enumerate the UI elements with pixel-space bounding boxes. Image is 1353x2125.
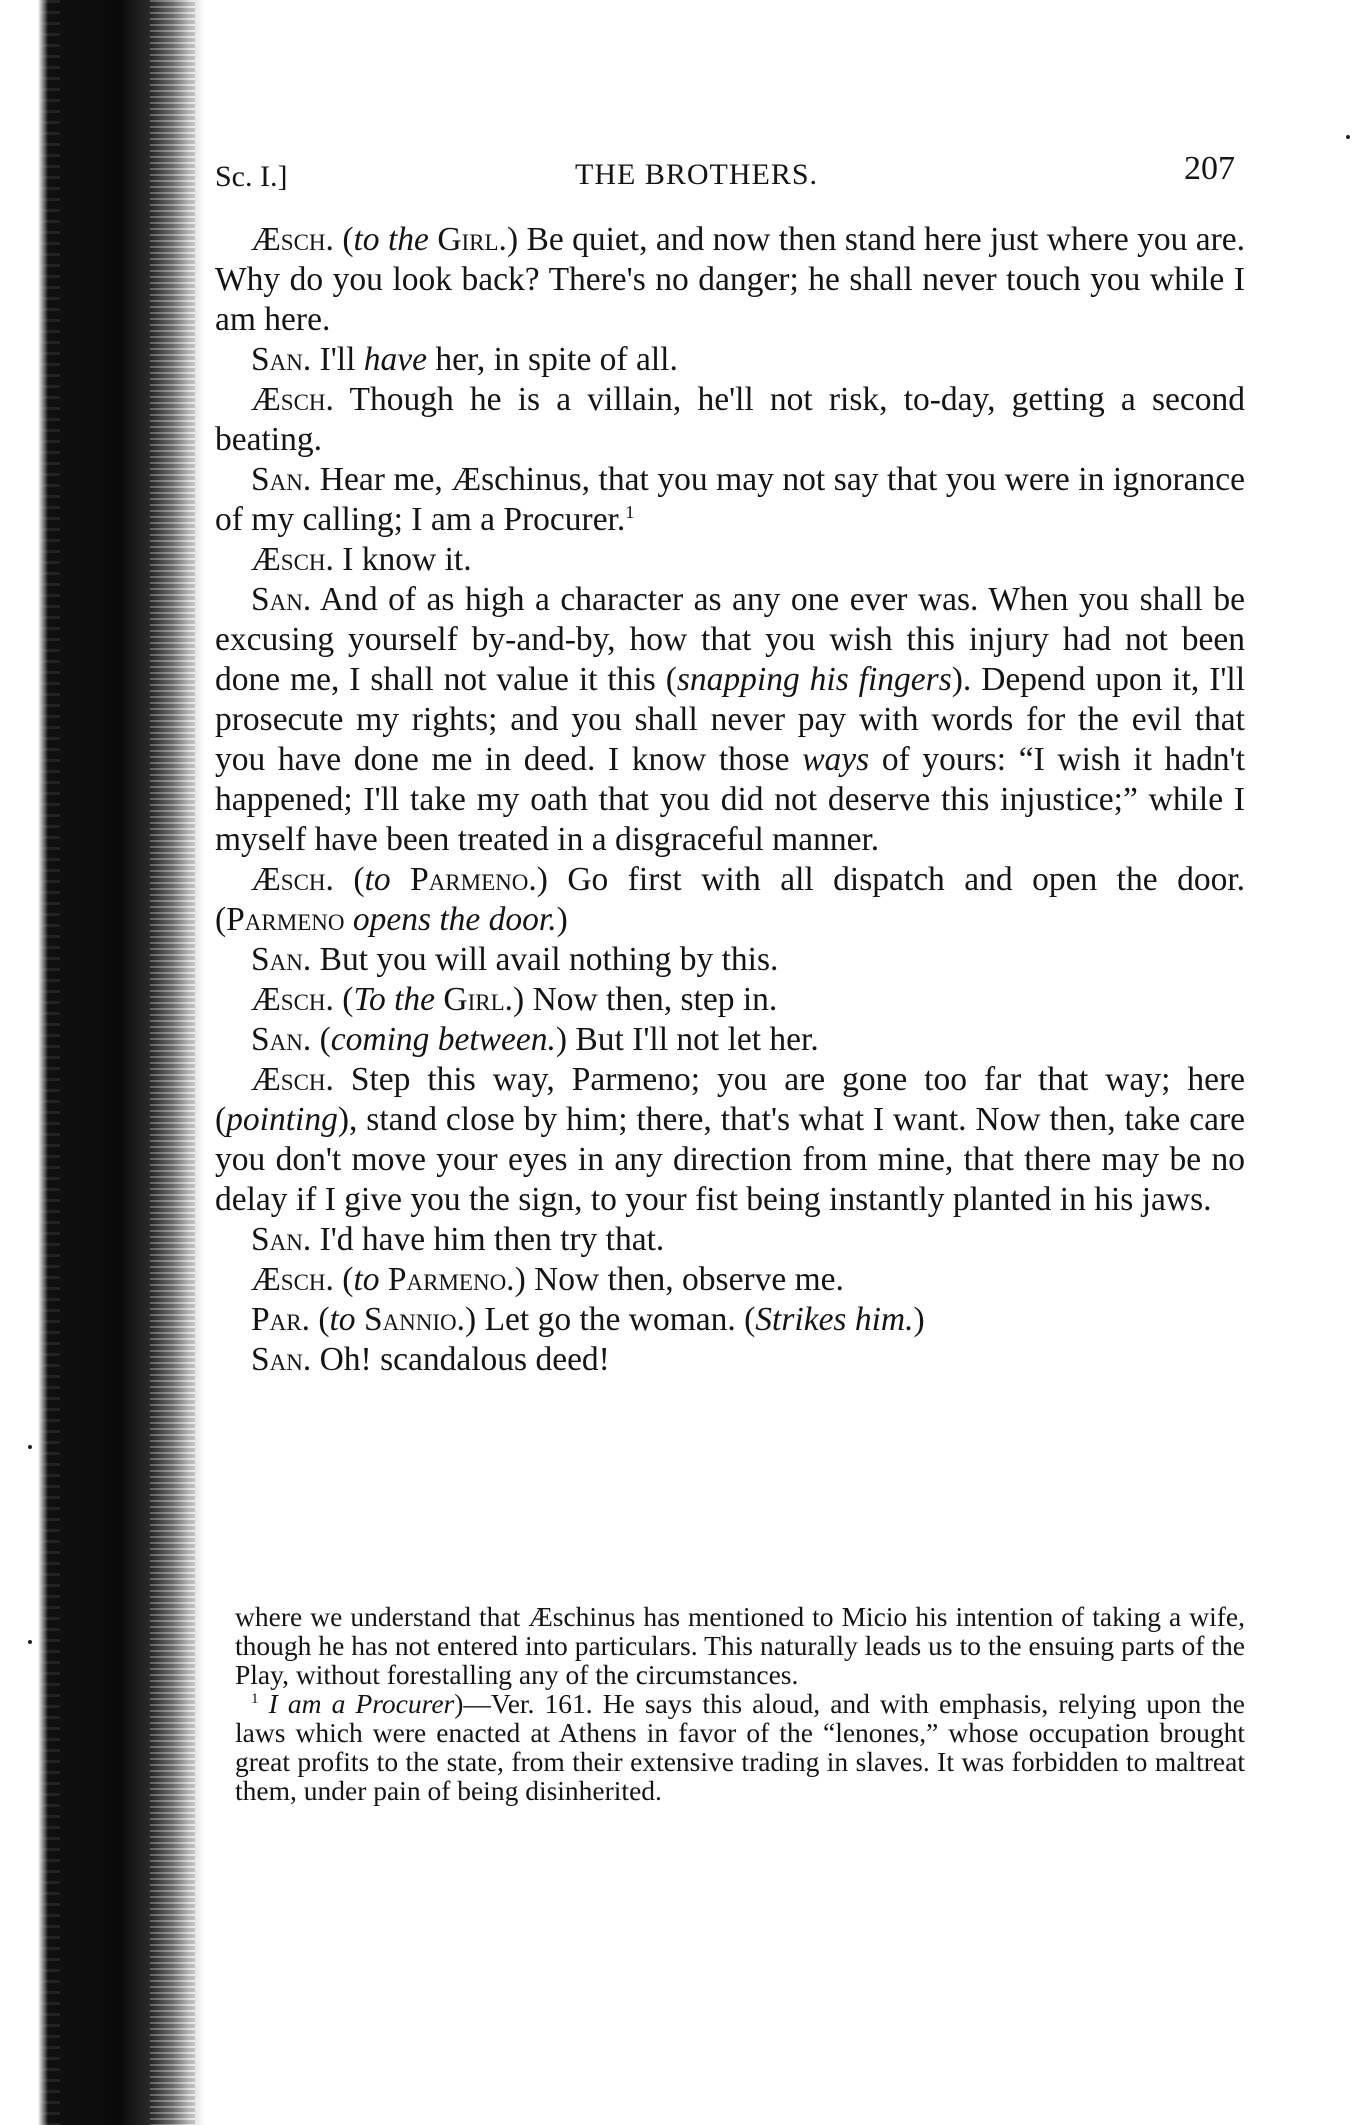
speaker-name: Æsch. xyxy=(251,1261,334,1298)
stage-direction: to the xyxy=(353,221,429,258)
stage-direction: snapping his fingers xyxy=(676,661,952,698)
stage-direction: to xyxy=(364,861,391,898)
footnote-continuation: where we understand that Æschinus has mentioned to Micio his intention of taking a wife, though he has not entered into particulars. This naturally leads us to the ensuing parts of the Play, without forestalling any of the circumstances. xyxy=(235,1601,1245,1690)
dialogue-paragraph xyxy=(215,380,1245,460)
dialogue-text: Oh! scandalous deed! xyxy=(311,1341,610,1378)
stage-direction: opens the door. xyxy=(352,901,557,938)
speaker-name: San. xyxy=(251,941,312,978)
footnote-ref: I am a Procurer xyxy=(268,1688,455,1719)
footnote-1 xyxy=(235,1689,1245,1805)
dialogue-text: ) Now then, observe me. xyxy=(514,1261,844,1298)
speaker-name: Parmeno xyxy=(226,901,345,938)
speaker-name: Par. xyxy=(251,1301,310,1338)
book-binding-edge xyxy=(0,0,205,2125)
speaker-name: Æsch. xyxy=(251,541,334,578)
speaker-name: Girl. xyxy=(443,981,514,1018)
scan-speck xyxy=(28,1445,32,1449)
speaker-name: Parmeno. xyxy=(410,861,537,898)
dialogue-text: ) Let go the woman. ( xyxy=(465,1301,756,1338)
running-title: THE BROTHERS. xyxy=(575,158,819,191)
dialogue-text: ( xyxy=(333,221,354,258)
footnotes xyxy=(235,1602,1245,1805)
dialogue-text: ) Go first with all dispatch and open the door. ( xyxy=(215,861,1246,938)
dialogue-text: ( xyxy=(311,1021,331,1058)
speaker-name: Æsch. xyxy=(251,861,334,898)
dialogue-text: I know it. xyxy=(333,541,472,578)
dialogue-text: Step this way, Parmeno; you are gone too far that way; here ( xyxy=(215,1061,1245,1138)
footnote-marker: 1 xyxy=(251,1690,259,1707)
speaker-name: San. xyxy=(251,581,312,618)
stage-direction: Strikes him. xyxy=(755,1301,914,1338)
dialogue-text xyxy=(344,901,352,938)
dialogue-text: I'll xyxy=(311,341,364,378)
stage-direction: to xyxy=(353,1261,380,1298)
speaker-name: Parmeno. xyxy=(387,1261,515,1298)
dialogue-text: ( xyxy=(333,1261,354,1298)
dialogue-paragraph xyxy=(215,340,1245,380)
dialogue-paragraph xyxy=(215,1060,1245,1220)
dialogue-text: ), stand close by him; there, that's what I want. Now then, take care you don't move your eyes in any direction from mine, that there may be no delay if I give you the sign, to your fist being instantly planted in his jaws. xyxy=(215,1101,1245,1218)
speaker-name: San. xyxy=(251,1021,312,1058)
dialogue-paragraph xyxy=(215,460,1245,540)
dialogue-text xyxy=(391,861,410,898)
play-text xyxy=(215,220,1245,1380)
dialogue-text xyxy=(380,1261,388,1298)
dialogue-text: ( xyxy=(309,1301,330,1338)
dialogue-paragraph xyxy=(215,1300,1245,1340)
stage-direction: To the xyxy=(353,981,436,1018)
speaker-name: San. xyxy=(251,1341,312,1378)
scan-speck xyxy=(28,1640,32,1644)
stage-direction: have xyxy=(363,341,428,378)
book-page xyxy=(205,0,1353,2125)
dialogue-text: Though he is a villain, he'll not risk, to-day, getting a second beating. xyxy=(215,381,1245,458)
stage-direction: to xyxy=(329,1301,356,1338)
dialogue-text: ). Depend upon it, I'll prosecute my rights; and you shall never pay with words for the evil that you have done me in deed. I know those xyxy=(215,661,1246,778)
speaker-name: Sannio. xyxy=(363,1301,466,1338)
speaker-name: San. xyxy=(251,1221,312,1258)
scene-label: Sc. I.] xyxy=(215,160,288,193)
dialogue-paragraph xyxy=(215,1340,1245,1380)
dialogue-text: Hear me, Æschinus, that you may not say that you were in ignorance of my calling; I am a Procurer. xyxy=(215,461,1245,538)
dialogue-text: her, in spite of all. xyxy=(427,341,678,378)
speaker-name: San. xyxy=(251,461,312,498)
dialogue-text: ) xyxy=(913,1301,925,1338)
dialogue-paragraph xyxy=(215,1220,1245,1260)
footnote-text: )—Ver. 161. He says this aloud, and with emphasis, relying upon the laws which were enacted at Athens in favor of the “lenones,” whose occupation brought great profits to the state, from their extensive trading in slaves. It was forbidden to maltreat them, under pain of being disinherited. xyxy=(235,1688,1245,1806)
dialogue-text: And of as high a character as any one ever was. When you shall be excusing yourself by-and-by, how that you wish this injury had not been done me, I shall not value it this ( xyxy=(215,581,1245,698)
dialogue-paragraph xyxy=(215,980,1245,1020)
footnote-reference: 1 xyxy=(625,501,635,522)
dialogue-paragraph xyxy=(215,940,1245,980)
speaker-name: Æsch. xyxy=(251,221,334,258)
dialogue-text: ) Now then, step in. xyxy=(513,981,778,1018)
stage-direction: ways xyxy=(802,741,870,778)
speaker-name: Æsch. xyxy=(251,1061,334,1098)
dialogue-paragraph xyxy=(215,860,1245,940)
page-number: 207 xyxy=(1184,150,1235,187)
speaker-name: Æsch. xyxy=(251,381,334,418)
running-header xyxy=(215,150,1235,200)
speaker-name: Girl. xyxy=(437,221,507,258)
dialogue-paragraph xyxy=(215,1020,1245,1060)
dialogue-text: of yours: “I wish it hadn't happened; I'll take my oath that you did not deserve this injustice;” while I myself have been treated in a disgraceful manner. xyxy=(215,741,1246,858)
dialogue-paragraph xyxy=(215,220,1245,340)
dialogue-text xyxy=(356,1301,364,1338)
stage-direction: pointing xyxy=(226,1101,338,1138)
dialogue-text: I'd have him then try that. xyxy=(311,1221,665,1258)
dialogue-text: ( xyxy=(333,981,354,1018)
dialogue-text: ) Be quiet, and now then stand here just where you are. Why do you look back? There's no danger; he shall never touch you while I am here. xyxy=(215,221,1246,338)
dialogue-text: ) xyxy=(556,901,568,938)
dialogue-text: ( xyxy=(333,861,365,898)
dialogue-text: But you will avail nothing by this. xyxy=(311,941,779,978)
dialogue-paragraph xyxy=(215,540,1245,580)
dialogue-paragraph xyxy=(215,1260,1245,1300)
speaker-name: Æsch. xyxy=(251,981,334,1018)
dialogue-text: ) But I'll not let her. xyxy=(555,1021,819,1058)
stage-direction: coming between. xyxy=(330,1021,556,1058)
dialogue-paragraph xyxy=(215,580,1245,860)
speaker-name: San. xyxy=(251,341,312,378)
